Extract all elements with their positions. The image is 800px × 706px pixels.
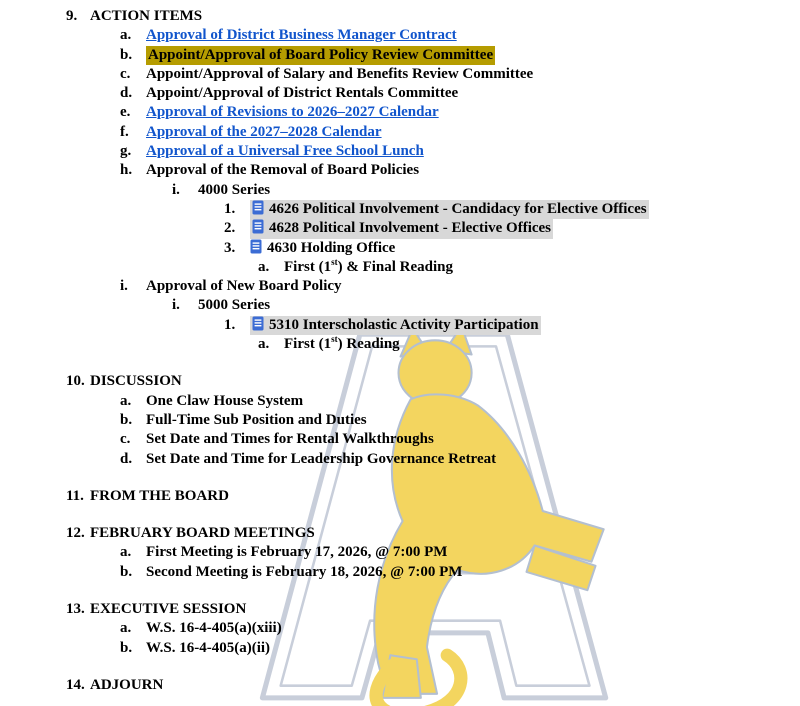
agenda-text (146, 161, 419, 180)
agenda-text-content: FEBRUARY BOARD MEETINGS (90, 525, 315, 542)
agenda-line (0, 103, 800, 122)
agenda-line (0, 181, 800, 200)
agenda-text-content: Full-Time Sub Position and Duties (146, 411, 367, 428)
agenda-text-content: Approval of Revisions to 2026–2027 Calendar (146, 104, 439, 121)
agenda-line (0, 277, 800, 296)
agenda-text-content: W.S. 16-4-405(a)(xiii) (146, 620, 282, 637)
agenda-line (0, 316, 800, 335)
agenda-text-content: Appoint/Approval of Board Policy Review Committee (148, 46, 494, 63)
agenda-line (0, 600, 800, 619)
agenda-text-content: 4630 Holding Office (267, 239, 396, 256)
list-marker: 1. (224, 200, 236, 217)
doc-icon (250, 239, 262, 254)
agenda-text (90, 487, 229, 506)
agenda-text-content: Appoint/Approval of District Rentals Committee (146, 85, 459, 102)
agenda-text (250, 239, 395, 258)
list-marker: 3. (224, 239, 236, 256)
list-marker: a. (258, 258, 270, 275)
agenda-text (146, 392, 303, 411)
section-gap (0, 658, 800, 676)
list-marker: a. (258, 336, 270, 353)
agenda-text (90, 7, 202, 26)
agenda-line (0, 84, 800, 103)
agenda-text-content: Approval of New Board Policy (146, 278, 342, 295)
agenda-link[interactable] (146, 142, 424, 161)
list-marker: 12. (66, 525, 85, 542)
list-marker: c. (120, 431, 131, 448)
agenda-line (0, 450, 800, 469)
agenda-line (0, 296, 800, 315)
agenda-text (198, 296, 270, 315)
agenda-text (146, 430, 434, 449)
agenda-line (0, 258, 800, 277)
agenda-text (146, 277, 342, 296)
agenda-text (250, 316, 541, 335)
agenda-line (0, 65, 800, 84)
list-marker: i. (172, 297, 180, 314)
list-marker: b. (120, 46, 133, 63)
agenda-line (0, 46, 800, 65)
agenda-line (0, 26, 800, 45)
agenda-line (0, 430, 800, 449)
agenda-text-content: Approval of the 2027–2028 Calendar (146, 123, 382, 140)
agenda-line (0, 411, 800, 430)
list-marker: h. (120, 162, 133, 179)
agenda-text-content: W.S. 16-4-405(a)(ii) (146, 639, 271, 656)
doc-icon (252, 200, 264, 215)
list-marker: c. (120, 65, 131, 82)
agenda-link[interactable] (146, 123, 382, 142)
agenda-line (0, 392, 800, 411)
section-gap (0, 582, 800, 600)
agenda-text-content: ACTION ITEMS (90, 8, 203, 24)
agenda-text (146, 639, 270, 658)
list-marker: 2. (224, 220, 236, 237)
agenda-text-content: First (1st) & Final Reading (284, 256, 454, 275)
agenda-text-content: Approval of District Business Manager Contract (146, 27, 457, 44)
agenda-text (90, 600, 246, 619)
agenda-text (146, 411, 367, 430)
agenda-line (0, 7, 800, 26)
agenda-line (0, 142, 800, 161)
agenda-text-content: 4626 Political Involvement - Candidacy for Elective Offices (269, 200, 647, 217)
list-marker: d. (120, 85, 133, 102)
list-marker: 1. (224, 316, 236, 333)
list-marker: a. (120, 392, 132, 409)
agenda-text (250, 200, 649, 219)
agenda-line (0, 487, 800, 506)
agenda-line (0, 676, 800, 695)
agenda-line (0, 543, 800, 562)
agenda-text (146, 450, 496, 469)
agenda-text (90, 524, 315, 543)
list-marker: i. (172, 181, 180, 198)
list-marker: g. (120, 143, 132, 160)
agenda-text (146, 543, 447, 562)
agenda-line (0, 200, 800, 219)
agenda-text-content: FROM THE BOARD (90, 487, 229, 504)
list-marker: a. (120, 620, 132, 637)
doc-icon (252, 316, 264, 331)
agenda-text-content: Approval of the Removal of Board Policies (146, 162, 420, 179)
agenda-text (250, 219, 553, 238)
agenda-text (90, 372, 182, 391)
list-marker: d. (120, 450, 133, 467)
list-marker: 10. (66, 373, 85, 390)
list-marker: b. (120, 563, 133, 580)
agenda-text-content: Set Date and Time for Leadership Governance Retreat (146, 450, 497, 467)
agenda-text-content: Appoint/Approval of Salary and Benefits Review Committee (146, 65, 534, 82)
agenda-text (146, 65, 533, 84)
section-gap (0, 354, 800, 372)
list-marker: b. (120, 411, 133, 428)
list-marker: f. (120, 123, 129, 140)
agenda-line (0, 239, 800, 258)
agenda-link[interactable] (146, 103, 439, 122)
agenda-text-content: First Meeting is February 17, 2026, @ 7:00 PM (146, 544, 448, 561)
list-marker: 13. (66, 601, 85, 618)
list-marker: a. (120, 544, 132, 561)
agenda-line (0, 123, 800, 142)
list-marker: a. (120, 27, 132, 44)
list-marker: i. (120, 278, 128, 295)
agenda-text-content: Second Meeting is February 18, 2026, @ 7:00 PM (146, 563, 463, 580)
agenda-text (284, 335, 400, 354)
agenda-line (0, 219, 800, 238)
list-marker: b. (120, 639, 133, 656)
agenda-text-content: 4628 Political Involvement - Elective Offices (269, 220, 552, 237)
agenda-line (0, 161, 800, 180)
list-marker: 11. (66, 487, 84, 504)
agenda-text (284, 258, 453, 277)
agenda-text-content: Set Date and Times for Rental Walkthroughs (146, 431, 434, 448)
agenda-text (198, 181, 270, 200)
section-gap (0, 469, 800, 487)
list-marker: 9. (66, 8, 78, 24)
agenda-text (146, 619, 282, 638)
agenda-text-content: First (1st) Reading (284, 334, 400, 353)
agenda-text-content: Approval of a Universal Free School Lunch (146, 143, 424, 160)
agenda-text-content: EXECUTIVE SESSION (90, 601, 247, 618)
agenda-line (0, 524, 800, 543)
agenda-text (146, 46, 495, 65)
agenda-link[interactable] (146, 26, 457, 45)
agenda-text-content: DISCUSSION (90, 373, 182, 390)
doc-icon (252, 219, 264, 234)
agenda-line (0, 372, 800, 391)
agenda-text (146, 563, 462, 582)
agenda-line (0, 563, 800, 582)
agenda-text-content: 5000 Series (198, 297, 271, 314)
agenda-text-content: ADJOURN (90, 676, 164, 693)
agenda-line (0, 335, 800, 354)
agenda-text-content: 5310 Interscholastic Activity Participation (269, 316, 539, 333)
agenda-text (146, 84, 458, 103)
list-marker: 14. (66, 676, 85, 693)
agenda-text (90, 676, 163, 695)
list-marker: e. (120, 104, 131, 121)
agenda-text-content: 4000 Series (198, 181, 271, 198)
agenda-line (0, 639, 800, 658)
section-gap (0, 506, 800, 524)
agenda-line (0, 619, 800, 638)
agenda-text-content: One Claw House System (146, 392, 304, 409)
